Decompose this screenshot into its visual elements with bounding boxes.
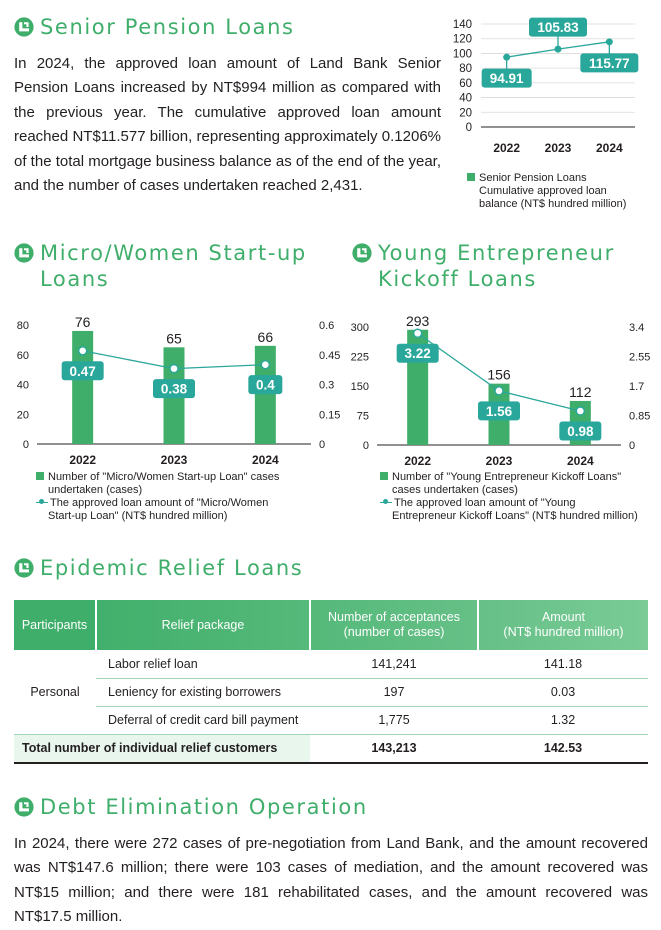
- header-acceptances: [310, 600, 478, 650]
- x-tick-label: 2023: [485, 454, 513, 468]
- row-amount: 0.03: [478, 678, 648, 706]
- y-tick-label: 0: [362, 440, 369, 452]
- title-line-2: Loans: [40, 267, 110, 291]
- data-point: [414, 329, 422, 337]
- row-amount: 141.18: [478, 650, 648, 678]
- legend-entry: Number of "Micro/Women Start-up Loan" cases: [36, 471, 279, 484]
- y-tick-label: 300: [350, 322, 369, 334]
- land-bank-logo-icon: [14, 558, 34, 578]
- row-cases: 197: [310, 678, 478, 706]
- x-tick-label: 2023: [160, 453, 188, 467]
- line-value-label-text: 0.38: [160, 381, 188, 397]
- micro-women-title-text: [40, 240, 307, 292]
- epidemic-relief-table: [14, 600, 648, 764]
- table-total-row: [14, 734, 648, 763]
- line-value-label-text: 1.56: [485, 403, 513, 419]
- header-amount-line2: (NT$ hundred million): [503, 625, 624, 639]
- senior-pension-legend: [467, 172, 626, 211]
- y-tick-label: 75: [356, 410, 369, 423]
- table-row: [14, 706, 648, 734]
- table-row: [14, 678, 648, 706]
- y2-tick-label: 0.45: [319, 349, 341, 362]
- y-tick-label: 20: [16, 409, 29, 422]
- legend-line-2: Cumulative approved loan: [479, 185, 607, 197]
- line-value-label: [397, 344, 439, 363]
- y-tick-label: 40: [16, 379, 29, 392]
- data-point: [79, 347, 87, 355]
- data-point: [261, 361, 269, 369]
- micro-women-chart: [0, 312, 340, 470]
- y-tick-label: 60: [16, 349, 29, 362]
- line-swatch-icon: [380, 498, 392, 506]
- land-bank-logo-icon: [352, 243, 372, 263]
- line-value-label: [559, 421, 601, 440]
- total-cases: 143,213: [310, 734, 478, 763]
- group-personal: Personal: [14, 650, 96, 734]
- x-tick-label: 2023: [544, 141, 572, 155]
- row-amount: 1.32: [478, 706, 648, 734]
- y2-tick-label: 3.4: [629, 322, 645, 334]
- bar-value-label: 66: [257, 328, 274, 345]
- y-tick-label: 60: [459, 77, 472, 90]
- title-line-1: Young Entrepreneur: [378, 241, 615, 265]
- senior-pension-title-text: Senior Pension Loans: [40, 15, 295, 39]
- x-tick-label: 2022: [69, 453, 97, 467]
- y-tick-label: 80: [16, 320, 29, 332]
- header-amount-line1: Amount: [541, 610, 586, 624]
- row-cases: 141,241: [310, 650, 478, 678]
- young-entrepreneur-chart: [340, 312, 661, 470]
- epidemic-relief-title-text: Epidemic Relief Loans: [40, 556, 304, 580]
- data-label-text: 115.77: [589, 55, 630, 71]
- header-acceptances-line2: (number of cases): [343, 625, 445, 639]
- table-header-row: [14, 600, 648, 650]
- y2-tick-label: 1.7: [629, 381, 645, 393]
- line-value-label: [248, 375, 282, 394]
- legend-entry: The approved loan amount of "Micro/Women: [36, 497, 279, 510]
- table-row: [14, 650, 648, 678]
- y-tick-label: 150: [350, 381, 369, 393]
- bar-swatch-icon: [36, 472, 44, 480]
- data-label: [580, 53, 638, 72]
- data-label: [482, 69, 532, 88]
- y-tick-label: 0: [22, 439, 29, 451]
- line-value-label-text: 0.4: [255, 377, 275, 393]
- legend-line-3: balance (NT$ hundred million): [479, 198, 627, 210]
- legend-entry: Number of "Young Entrepreneur Kickoff Loans": [380, 471, 638, 484]
- y-tick-label: 20: [459, 107, 472, 120]
- x-tick-label: 2024: [251, 453, 279, 467]
- data-point: [495, 387, 503, 395]
- x-tick-label: 2024: [595, 141, 623, 155]
- debt-elimination-title: [14, 794, 368, 820]
- bar-value-label: 76: [74, 313, 91, 330]
- bar-swatch-icon: [467, 173, 475, 181]
- bar-value-label: 112: [569, 383, 592, 400]
- land-bank-logo-icon: [14, 17, 34, 37]
- legend-entry: The approved loan amount of "Young: [380, 497, 638, 510]
- y2-tick-label: 0: [629, 440, 636, 452]
- senior-pension-title: [14, 14, 295, 40]
- title-line-1: Micro/Women Start-up: [40, 241, 307, 265]
- y-tick-label: 120: [452, 33, 472, 46]
- header-participants: Participants: [14, 600, 96, 650]
- x-tick-label: 2024: [566, 454, 594, 468]
- legend-entry: Senior Pension Loans: [467, 172, 626, 185]
- y-tick-label: 40: [459, 92, 472, 105]
- legend-line: undertaken (cases): [48, 484, 143, 496]
- bar-value-label: 156: [487, 366, 511, 383]
- legend-line: Start-up Loan" (NT$ hundred million): [48, 510, 228, 522]
- y2-tick-label: 0.15: [319, 409, 341, 422]
- x-tick-label: 2022: [493, 141, 521, 155]
- young-entrepreneur-title-text: [378, 240, 615, 292]
- young-entrepreneur-title: [352, 240, 615, 292]
- debt-elimination-title-text: Debt Elimination Operation: [40, 795, 368, 819]
- line-value-label-text: 3.22: [404, 346, 431, 362]
- title-line-2: Kickoff Loans: [378, 267, 537, 291]
- data-label-text: 94.91: [489, 71, 524, 87]
- line-value-label-text: 0.47: [69, 363, 96, 379]
- y-tick-label: 100: [452, 48, 472, 61]
- total-amount: 142.53: [478, 734, 648, 763]
- y2-tick-label: 2.55: [629, 351, 651, 364]
- data-label: [529, 18, 587, 37]
- line-value-label: [153, 379, 195, 398]
- legend-line: cases undertaken (cases): [392, 484, 518, 496]
- land-bank-logo-icon: [14, 797, 34, 817]
- row-package: Leniency for existing borrowers: [96, 678, 310, 706]
- bar-swatch-icon: [380, 472, 388, 480]
- header-amount: [478, 600, 648, 650]
- y-tick-label: 225: [350, 351, 369, 364]
- header-relief-package: Relief package: [96, 600, 310, 650]
- line-value-label: [62, 361, 104, 380]
- line-value-label-text: 0.98: [567, 423, 594, 439]
- epidemic-relief-title: [14, 555, 303, 581]
- data-label-text: 105.83: [537, 20, 579, 36]
- bar-value-label: 65: [166, 330, 182, 347]
- row-package: Labor relief loan: [96, 650, 310, 678]
- debt-elimination-paragraph: In 2024, there were 272 cases of pre-negotiation from Land Bank, and the amount recovered was NT$147.6 million; there were 103 cases of mediation, and the amount recovered was NT$15 million; and there were 181 rehabilitated cases, and the amount recovered was NT$17.5 million.: [14, 835, 648, 926]
- row-cases: 1,775: [310, 706, 478, 734]
- micro-women-title: [14, 240, 307, 292]
- y-tick-label: 0: [465, 122, 472, 134]
- y-tick-label: 80: [459, 63, 472, 76]
- y2-tick-label: 0.85: [629, 410, 651, 423]
- header-acceptances-line1: Number of acceptances: [327, 610, 460, 624]
- line-value-label: [478, 401, 520, 420]
- y2-tick-label: 0.3: [319, 379, 335, 392]
- bar-value-label: 293: [405, 312, 430, 329]
- y-tick-label: 140: [452, 19, 472, 31]
- young-entrepreneur-legend: [380, 471, 638, 523]
- y2-tick-label: 0: [319, 439, 326, 451]
- legend-line: Entrepreneur Kickoff Loans" (NT$ hundred million): [392, 510, 638, 522]
- y2-tick-label: 0.6: [319, 320, 335, 332]
- row-package: Deferral of credit card bill payment: [96, 706, 310, 734]
- senior-pension-paragraph: In 2024, the approved loan amount of Land Bank Senior Pension Loans increased by NT$994 million as compared with the previous year. The cumulative approved loan amount reached NT$11.577 billion, representing approximately 0.1206% of the total mortgage business balance as of the end of the year, and the number of cases undertaken reached 2,431.: [14, 55, 441, 195]
- total-label: Total number of individual relief customers: [14, 734, 310, 763]
- senior-pension-chart: [440, 12, 650, 172]
- data-point: [170, 365, 178, 373]
- land-bank-logo-icon: [14, 243, 34, 263]
- line-swatch-icon: [36, 498, 48, 506]
- micro-women-legend: [36, 471, 279, 523]
- data-point: [576, 407, 584, 415]
- x-tick-label: 2022: [404, 454, 432, 468]
